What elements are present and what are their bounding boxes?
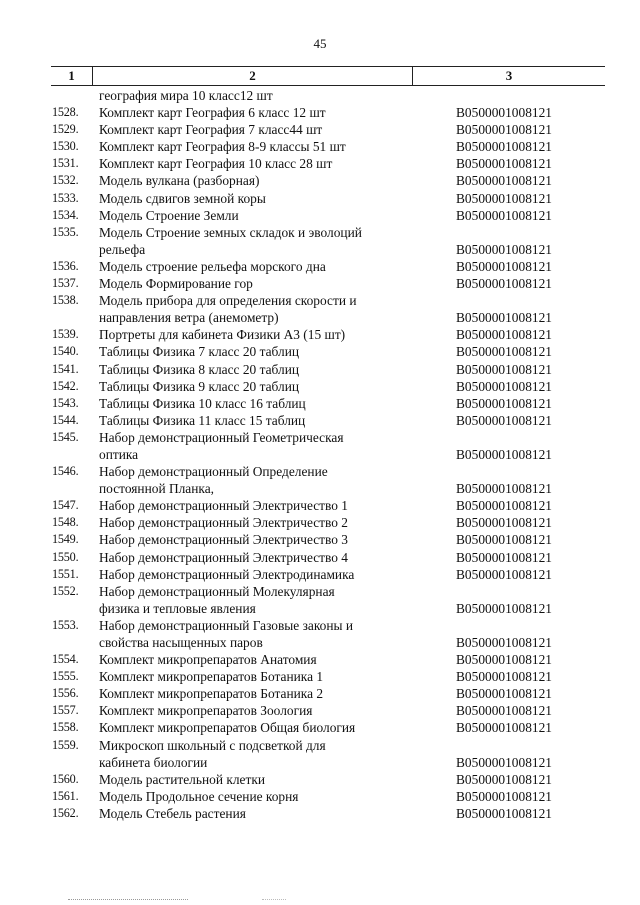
item-name-line: Таблицы Физика 9 класс 20 таблиц [99,378,300,394]
item-name [99,207,429,224]
item-name-line: Модель Формирование гор [99,276,253,292]
table-row [0,326,640,343]
row-number: 1528. [52,105,79,120]
item-name-line: Таблицы Физика 8 класс 20 таблиц [99,361,300,377]
item-name-line: Набор демонстрационный Газовые законы и [99,617,354,633]
table-row [0,788,640,805]
table-row [0,497,640,514]
row-number: 1531. [52,156,79,171]
item-name [99,258,429,275]
row-number: 1559. [52,737,79,752]
row-number: 1545. [52,429,79,444]
row-number: 1558. [52,720,79,735]
item-name-line: рельефа [99,241,146,257]
table-row [0,292,640,326]
item-name-line: Набор демонстрационный Электричество 3 [99,532,348,548]
item-code: B0500001008121 [456,258,552,274]
item-name [99,429,429,463]
row-number: 1551. [52,566,79,581]
item-name [99,190,429,207]
item-name [99,685,429,702]
item-name [99,651,429,668]
item-name [99,514,429,531]
item-code: B0500001008121 [456,412,552,428]
table-row [0,429,640,463]
item-code: B0500001008121 [456,395,552,411]
item-name-line: Набор демонстрационный Электричество 1 [99,498,348,514]
item-name [99,224,429,258]
item-name-line: физика и тепловые явления [99,600,256,616]
footer-divider [68,899,188,900]
table-row [0,702,640,719]
item-name-line: Комплект микропрепаратов Анатомия [99,652,317,668]
table-row [0,343,640,360]
item-code: B0500001008121 [456,788,552,804]
item-code: B0500001008121 [456,635,552,650]
table-row [0,172,640,189]
row-number: 1552. [52,583,79,598]
row-number: 1530. [52,139,79,154]
item-name-line: постоянной Планка, [99,481,215,497]
row-number: 1537. [52,276,79,291]
item-name-line: оптика [99,446,139,462]
row-number: 1540. [52,344,79,359]
item-name-line: Таблицы Физика 10 класс 16 таблиц [99,395,306,411]
footer-mark [262,899,286,900]
item-name-line: Набор демонстрационный Молекулярная [99,583,335,599]
row-number: 1548. [52,515,79,530]
row-number: 1549. [52,532,79,547]
row-number: 1553. [52,617,79,632]
item-name [99,172,429,189]
column-header-2: 2 [93,67,413,85]
row-number: 1557. [52,703,79,718]
item-name-line: Набор демонстрационный Электродинамика [99,566,355,582]
row-number: 1535. [52,224,79,239]
table-row [0,395,640,412]
row-number: 1534. [52,207,79,222]
item-name-line: Портреты для кабинета Физики А3 (15 шт) [99,327,346,343]
item-code: B0500001008121 [456,515,552,531]
item-code: B0500001008121 [456,139,552,155]
row-number: 1538. [52,293,79,308]
table-row [0,104,640,121]
item-code: B0500001008121 [456,378,552,394]
table-row [0,685,640,702]
item-code: B0500001008121 [456,481,552,497]
item-code: B0500001008121 [456,344,552,360]
item-name [99,275,429,292]
item-name [99,583,429,617]
row-number: 1546. [52,464,79,479]
item-code: B0500001008121 [456,566,552,582]
row-number: 1541. [52,361,79,376]
item-name [99,719,429,736]
table-row [0,549,640,566]
row-number: 1562. [52,805,79,820]
item-name-line: Модель вулкана (разборная) [99,173,260,189]
item-name-line: Набор демонстрационный Геометрическая [99,429,344,445]
column-header-3: 3 [505,68,513,83]
item-code: B0500001008121 [456,652,552,668]
row-number: 1533. [52,190,79,205]
table-row [0,583,640,617]
item-name-line: Набор демонстрационный Электричество 4 [99,549,348,565]
table-row [0,771,640,788]
row-number: 1554. [52,652,79,667]
item-name-line: Комплект микропрепаратов Ботаника 1 [99,669,324,685]
item-code: B0500001008121 [456,156,552,172]
item-code: B0500001008121 [456,805,552,821]
table-row [0,87,640,104]
item-name [99,412,429,429]
item-name [99,549,429,566]
item-name-line: Модель Продольное сечение корня [99,788,299,804]
table-row [0,737,640,771]
item-code: B0500001008121 [456,549,552,565]
item-name [99,702,429,719]
table-row [0,275,640,292]
table-row [0,155,640,172]
item-name-line: Таблицы Физика 11 класс 15 таблиц [99,412,306,428]
item-name [99,737,429,771]
item-name [99,155,429,172]
item-name-line: Набор демонстрационный Определение [99,464,328,480]
item-name-line: Таблицы Физика 7 класс 20 таблиц [99,344,300,360]
item-name-line: направления ветра (анемометр) [99,310,279,326]
row-number: 1536. [52,258,79,273]
table-row [0,190,640,207]
item-name-line: Набор демонстрационный Электричество 2 [99,515,348,531]
table-row [0,617,640,651]
item-name [99,87,429,104]
item-code: B0500001008121 [456,241,552,257]
item-name [99,292,429,326]
row-number: 1556. [52,686,79,701]
item-code: B0500001008121 [456,600,552,616]
table-row [0,463,640,497]
table-body [0,87,640,822]
item-name-line: Комплект карт География 6 класс 12 шт [99,105,326,121]
row-number: 1560. [52,771,79,786]
item-code: B0500001008121 [456,207,552,223]
item-code: B0500001008121 [456,703,552,719]
item-name [99,104,429,121]
table-row [0,719,640,736]
table-row [0,361,640,378]
table-row [0,651,640,668]
item-name-line: Комплект микропрепаратов Зоология [99,703,313,719]
row-number: 1550. [52,549,79,564]
table-row [0,258,640,275]
item-name [99,531,429,548]
row-number: 1547. [52,498,79,513]
item-code: B0500001008121 [456,720,552,736]
table-row [0,514,640,531]
item-name-line: Модель Строение Земли [99,207,239,223]
item-name-line: Комплект микропрепаратов Общая биология [99,720,356,736]
table-header [51,66,605,86]
row-number: 1529. [52,122,79,137]
item-name-line: Микроскоп школьный с подсветкой для [99,737,326,753]
item-name [99,138,429,155]
item-name [99,788,429,805]
table-row [0,224,640,258]
item-name-line: Комплект карт География 10 класс 28 шт [99,156,333,172]
item-name-line: Модель сдвигов земной коры [99,190,266,206]
item-name-line: Комплект микропрепаратов Ботаника 2 [99,686,324,702]
item-code: B0500001008121 [456,310,552,326]
item-name [99,668,429,685]
item-code: B0500001008121 [456,327,552,343]
item-name-line: свойства насыщенных паров [99,635,263,650]
row-number: 1561. [52,788,79,803]
item-code: B0500001008121 [456,105,552,121]
item-name [99,566,429,583]
item-name [99,395,429,412]
item-code: B0500001008121 [456,446,552,462]
item-name-line: Модель растительной клетки [99,771,265,787]
item-name-line: Модель прибора для определения скорости и [99,293,357,309]
row-number: 1543. [52,395,79,410]
item-code: B0500001008121 [456,190,552,206]
item-name-line: Модель строение рельефа морского дна [99,258,326,274]
item-name-line: Модель Стебель растения [99,805,246,821]
item-name-line: Комплект карт География 7 класс44 шт [99,122,323,138]
item-name [99,326,429,343]
table-row [0,121,640,138]
item-code: B0500001008121 [456,532,552,548]
item-name [99,378,429,395]
table-row [0,207,640,224]
item-code: B0500001008121 [456,276,552,292]
table-row [0,668,640,685]
table-row [0,531,640,548]
table-row [0,805,640,822]
item-name-line: Модель Строение земных складок и эволоций [99,224,362,240]
row-number: 1539. [52,327,79,342]
item-name [99,361,429,378]
item-name [99,771,429,788]
item-name-line: кабинета биологии [99,754,208,770]
item-name [99,805,429,822]
item-code: B0500001008121 [456,686,552,702]
item-code: B0500001008121 [456,173,552,189]
item-name [99,121,429,138]
item-name-line: география мира 10 класс12 шт [99,88,273,103]
table-row [0,412,640,429]
item-code: B0500001008121 [456,361,552,377]
page-number: 45 [313,36,327,51]
table-row [0,378,640,395]
table-row [0,566,640,583]
row-number: 1555. [52,669,79,684]
table-row [0,138,640,155]
item-code: B0500001008121 [456,754,552,770]
column-header-1: 1 [51,67,93,85]
row-number: 1542. [52,378,79,393]
item-code: B0500001008121 [456,771,552,787]
item-name [99,463,429,497]
item-code: B0500001008121 [456,669,552,685]
item-name-line: Комплект карт География 8-9 классы 51 шт [99,139,346,155]
item-name [99,617,429,651]
row-number: 1544. [52,412,79,427]
item-code: B0500001008121 [456,122,552,138]
item-code: B0500001008121 [456,498,552,514]
item-name [99,343,429,360]
row-number: 1532. [52,173,79,188]
item-name [99,497,429,514]
